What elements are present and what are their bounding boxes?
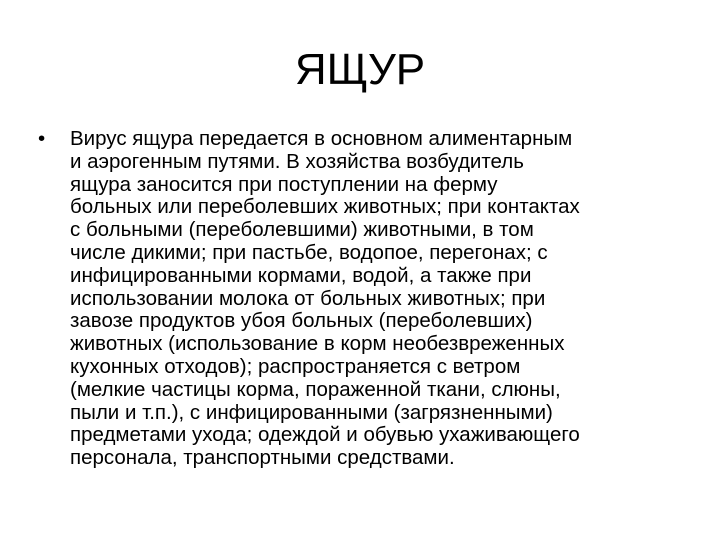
bullet-marker: •	[38, 127, 46, 150]
paragraph-line: пыли и т.п.), с инфицированными (загрязненными)	[70, 400, 553, 424]
paragraph-line: числе дикими; при пастьбе, водопое, перегонах; с	[70, 240, 548, 264]
paragraph-line: инфицированными кормами, водой, а также при	[70, 263, 532, 287]
paragraph-line: предметами ухода; одеждой и обувью ухаживающего	[70, 423, 580, 447]
paragraph-line: Вирус ящура передается в основном алиментарным	[70, 127, 573, 150]
paragraph-line: больных или переболевших животных; при контактах	[70, 195, 580, 219]
paragraph-line: использовании молока от больных животных; при	[70, 286, 546, 310]
bullet-item	[38, 128, 688, 470]
paragraph-line: кухонных отходов); распространяется с ветром	[70, 354, 521, 378]
slide-title: ЯЩУР	[294, 45, 426, 94]
bullet-list	[38, 128, 688, 470]
paragraph-line: ящура заносится при поступлении на ферму	[70, 172, 498, 196]
paragraph-line: завозе продуктов убоя больных (переболевших)	[70, 309, 533, 333]
paragraph-line: (мелкие частицы корма, пораженной ткани, слюны,	[70, 377, 561, 401]
paragraph-line: персонала, транспортными средствами.	[70, 446, 455, 470]
paragraph-line: и аэрогенным путями. В хозяйства возбудитель	[70, 149, 524, 173]
paragraph-line: с больными (переболевшими) животными, в том	[70, 218, 534, 242]
paragraph-line: животных (использование в корм необезвреженных	[70, 332, 565, 356]
